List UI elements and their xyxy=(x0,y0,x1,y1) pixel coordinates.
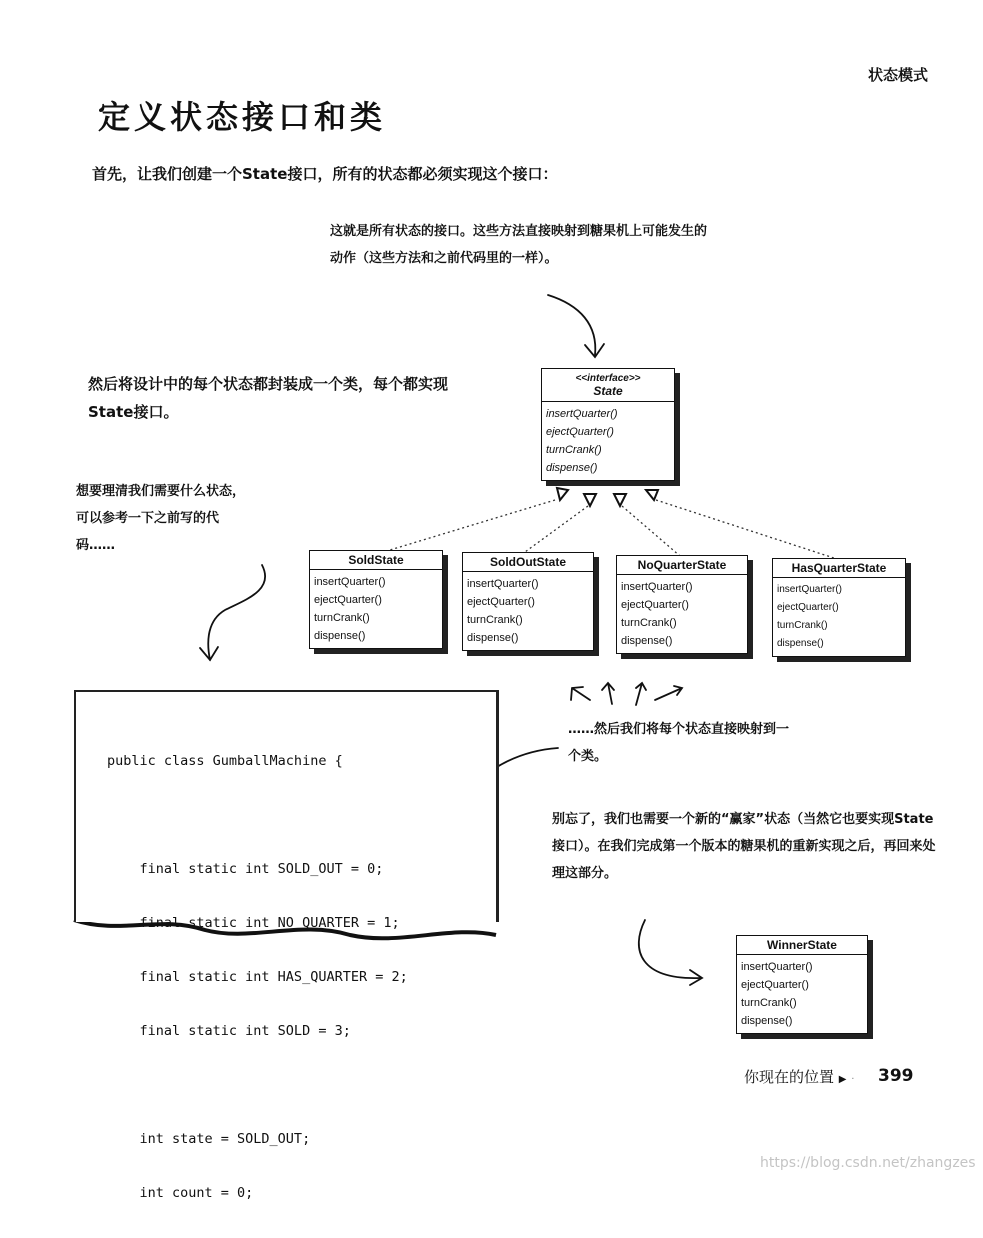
class-method: ejectQuarter() xyxy=(467,596,535,608)
states-note: 想要理清我们需要什么状态，可以参考一下之前写的代码…… xyxy=(76,484,246,553)
class-name: NoQuarterState xyxy=(617,556,747,575)
interface-method: insertQuarter() xyxy=(546,408,618,420)
class-method: dispense() xyxy=(467,632,519,644)
class-methods xyxy=(463,572,593,650)
mapping-note: ……然后我们将每个状态直接映射到一个类。 xyxy=(568,722,790,764)
code-listing xyxy=(107,716,408,1238)
code-line: final static int SOLD_OUT = 0; xyxy=(107,861,384,877)
class-method: ejectQuarter() xyxy=(741,979,809,991)
class-method: ejectQuarter() xyxy=(621,599,689,611)
interface-method: dispense() xyxy=(546,462,598,474)
up-arrow-2 xyxy=(602,683,614,704)
page-number: 399 xyxy=(878,1066,914,1086)
interface-method: turnCrank() xyxy=(546,444,602,456)
class-method: ejectQuarter() xyxy=(314,594,382,606)
interface-name: State xyxy=(593,384,623,398)
winner-note: 别忘了，我们也需要一个新的“赢家”状态（当然它也要实现State接口）。在我们完成第一个版本的糖果机的重新实现之后，再回来处理这部分。 xyxy=(552,812,936,881)
class-methods xyxy=(617,575,747,653)
footer-label xyxy=(744,1066,854,1087)
code-listing-box xyxy=(74,690,499,1201)
code-line: int count = 0; xyxy=(107,1185,254,1201)
encapsulate-note: 然后将设计中的每个状态都封装成一个类，每个都实现State接口。 xyxy=(88,375,449,421)
arrow-to-winner xyxy=(639,920,700,978)
interface-stereotype: <<interface>> xyxy=(575,373,641,384)
connector-soldoutstate xyxy=(525,506,588,552)
class-method: dispense() xyxy=(777,638,824,649)
up-arrow-4 xyxy=(655,686,682,700)
footer-location: 你现在的位置 xyxy=(744,1068,835,1086)
code-line xyxy=(107,1076,408,1094)
interface-methods xyxy=(542,402,674,480)
section-header: 状态模式 xyxy=(867,66,928,84)
class-method: turnCrank() xyxy=(314,612,370,624)
code-line: int state = SOLD_OUT; xyxy=(107,1131,311,1147)
up-arrow-3 xyxy=(636,683,646,705)
code-line: final static int NO_QUARTER = 1; xyxy=(107,915,400,931)
triangle-1 xyxy=(557,488,568,500)
class-name: SoldOutState xyxy=(463,553,593,572)
interface-method: ejectQuarter() xyxy=(546,426,614,438)
class-name: HasQuarterState xyxy=(773,559,905,578)
connector-noquarterstate xyxy=(622,506,680,556)
up-arrow-1 xyxy=(571,687,590,700)
dot-icon: · xyxy=(851,1074,855,1085)
class-methods xyxy=(310,570,442,648)
watermark: https://blog.csdn.net/zhangzes xyxy=(760,1155,976,1171)
code-line xyxy=(107,806,408,824)
code-line: final static int HAS_QUARTER = 2; xyxy=(107,969,408,985)
code-line: public class GumballMachine { xyxy=(107,753,343,769)
class-method: turnCrank() xyxy=(741,997,797,1009)
class-method: dispense() xyxy=(621,635,673,647)
triangle-3 xyxy=(614,494,626,506)
noquarterstate-class-box xyxy=(616,555,748,654)
class-name: SoldState xyxy=(310,551,442,570)
interface-header xyxy=(542,369,674,402)
arrow-to-interface xyxy=(548,295,595,355)
class-method: insertQuarter() xyxy=(777,584,843,595)
connector-hasquarterstate xyxy=(656,500,840,560)
arrow-to-code xyxy=(208,565,265,660)
class-method: dispense() xyxy=(314,630,366,642)
class-method: turnCrank() xyxy=(467,614,523,626)
class-method: insertQuarter() xyxy=(314,576,386,588)
code-line: final static int SOLD = 3; xyxy=(107,1023,351,1039)
triangle-4 xyxy=(646,490,658,500)
hasquarterstate-class-box xyxy=(772,558,906,657)
soldoutstate-class-box xyxy=(462,552,594,651)
class-method: turnCrank() xyxy=(777,620,828,631)
triangle-2 xyxy=(584,494,596,506)
state-interface-box xyxy=(541,368,675,481)
triangle-right-icon: ▶ xyxy=(838,1074,847,1085)
page-title: 定义状态接口和类 xyxy=(98,98,387,136)
winnerstate-class-box xyxy=(736,935,868,1034)
class-methods xyxy=(737,955,867,1033)
soldstate-class-box xyxy=(309,550,443,649)
interface-note: 这就是所有状态的接口。这些方法直接映射到糖果机上可能发生的动作（这些方法和之前代码里的一样）。 xyxy=(330,224,708,266)
intro-text: 首先，让我们创建一个State接口，所有的状态都必须实现这个接口： xyxy=(92,165,558,183)
class-method: turnCrank() xyxy=(621,617,677,629)
class-method: insertQuarter() xyxy=(467,578,539,590)
class-name: WinnerState xyxy=(737,936,867,955)
class-method: ejectQuarter() xyxy=(777,602,839,613)
class-methods xyxy=(773,578,905,656)
class-method: dispense() xyxy=(741,1015,793,1027)
connector-soldstate xyxy=(390,500,555,550)
class-method: insertQuarter() xyxy=(621,581,693,593)
class-method: insertQuarter() xyxy=(741,961,813,973)
